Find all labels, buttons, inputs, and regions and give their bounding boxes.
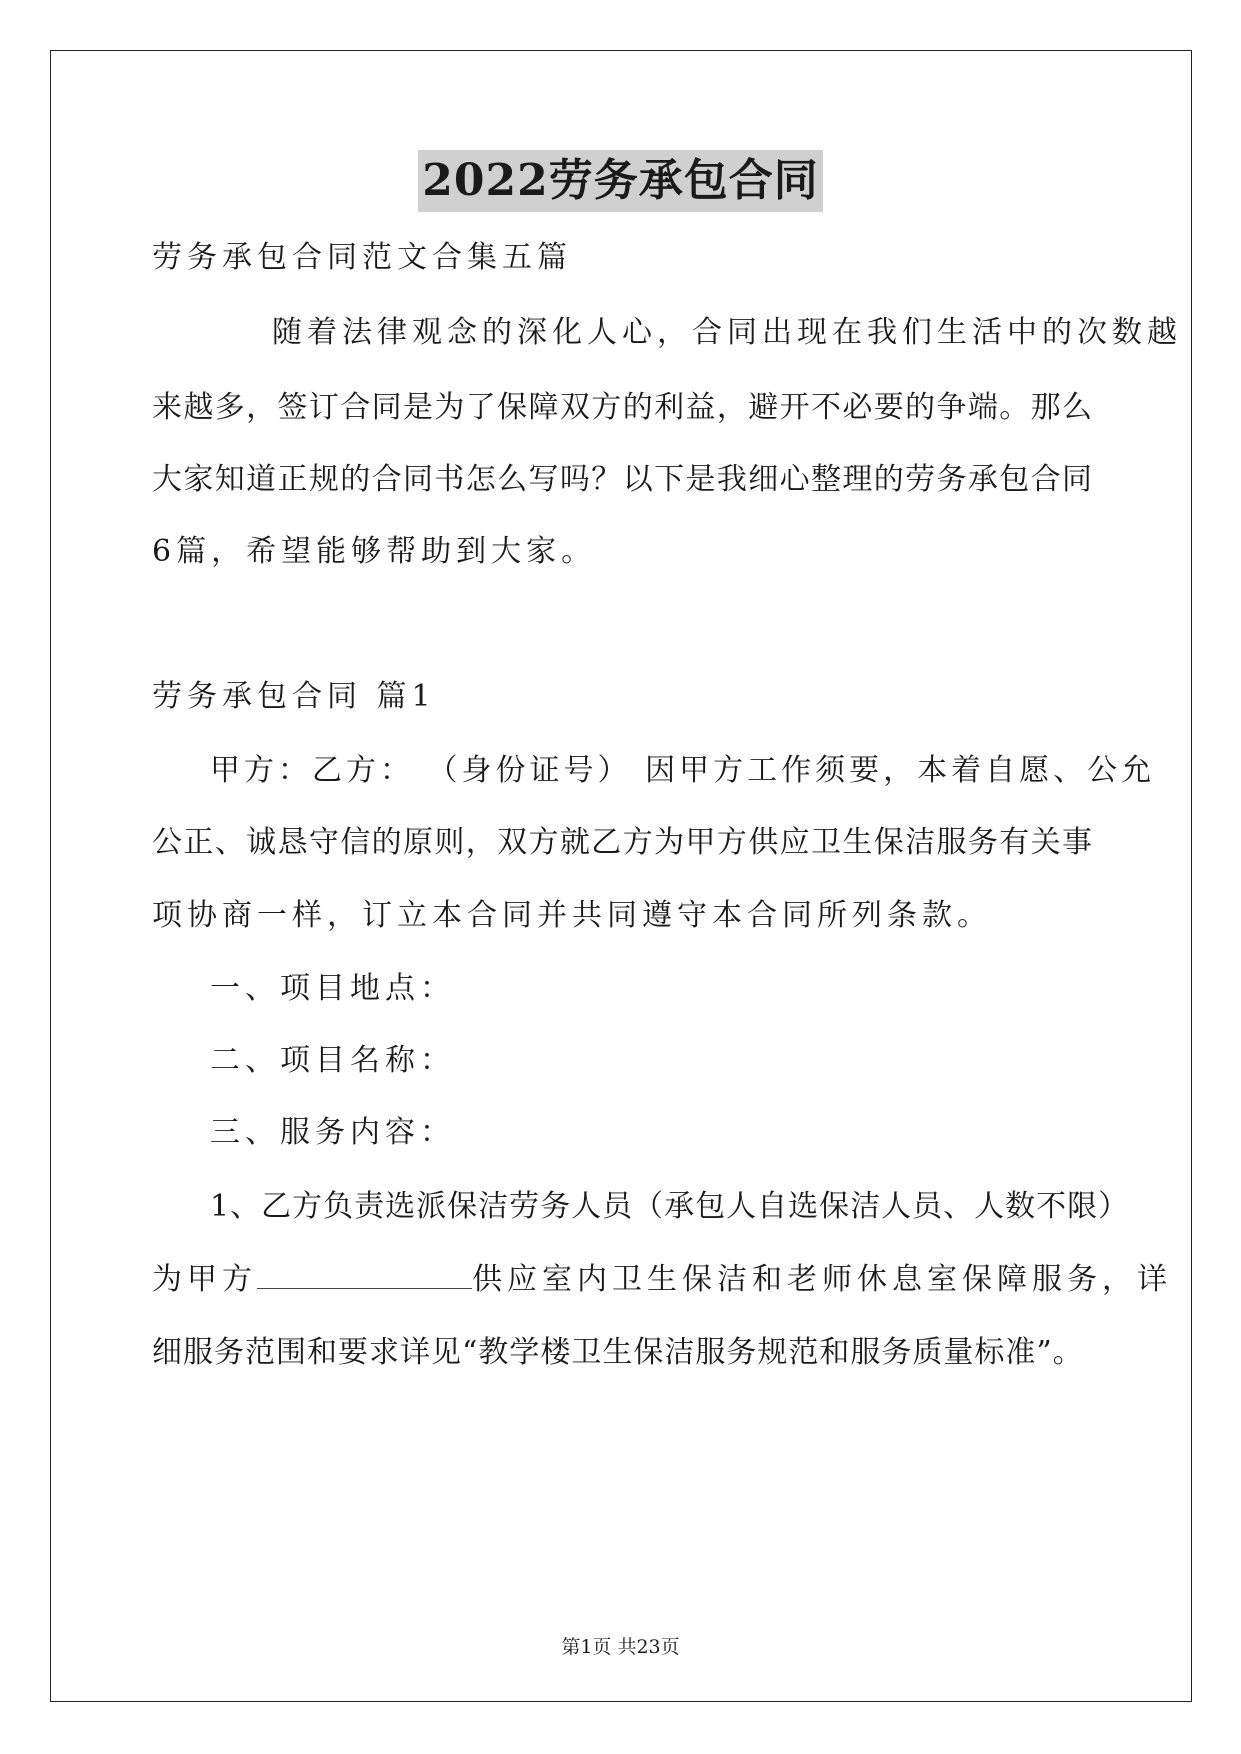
document-title: 2022劳务承包合同 (418, 150, 822, 212)
page-border (50, 50, 1192, 1702)
clause1-line-2 (152, 1260, 1172, 1300)
clause1-line-1: 1、乙方负责选派保洁劳务人员（承包人自选保洁人员、人数不限） (210, 1189, 1130, 1224)
intro-line-2: 来越多，签订合同是为了保障双方的利益，避开不必要的争端。那么 (152, 390, 1092, 425)
intro-line-3: 大家知道正规的合同书怎么写吗？以下是我细心整理的劳务承包合同 (152, 462, 1092, 497)
intro-line-4: 6篇，希望能够帮助到大家。 (152, 534, 597, 569)
subtitle: 劳务承包合同范文合集五篇 (152, 240, 572, 275)
item-location: 一、项目地点： (210, 971, 455, 1006)
clause1-line-2-start: 为甲方 (152, 1262, 257, 1297)
para1-line-1: 甲方：乙方： （身份证号） 因甲方工作须要，本着自愿、公允 (210, 753, 1156, 788)
clause1-line-3: 细服务范围和要求详见“教学楼卫生保洁服务规范和服务质量标准”。 (152, 1335, 1084, 1370)
para1-line-3: 项协商一样，订立本合同并共同遵守本合同所列条款。 (152, 898, 992, 933)
page-footer: 第1页 共23页 (561, 1636, 680, 1658)
clause1-line-2-end: 供应室内卫生保洁和老师休息室保障服务，详 (472, 1262, 1172, 1297)
para1-line-2: 公正、诚恳守信的原则，双方就乙方为甲方供应卫生保洁服务有关事 (152, 825, 1092, 860)
item-content: 三、服务内容： (210, 1115, 455, 1150)
section-heading: 劳务承包合同 篇1 (152, 679, 436, 714)
intro-line-1: 随着法律观念的深化人心，合同出现在我们生活中的次数越 (272, 315, 1182, 350)
fill-in-blank[interactable] (257, 1262, 472, 1289)
item-name: 二、项目名称： (210, 1043, 455, 1078)
